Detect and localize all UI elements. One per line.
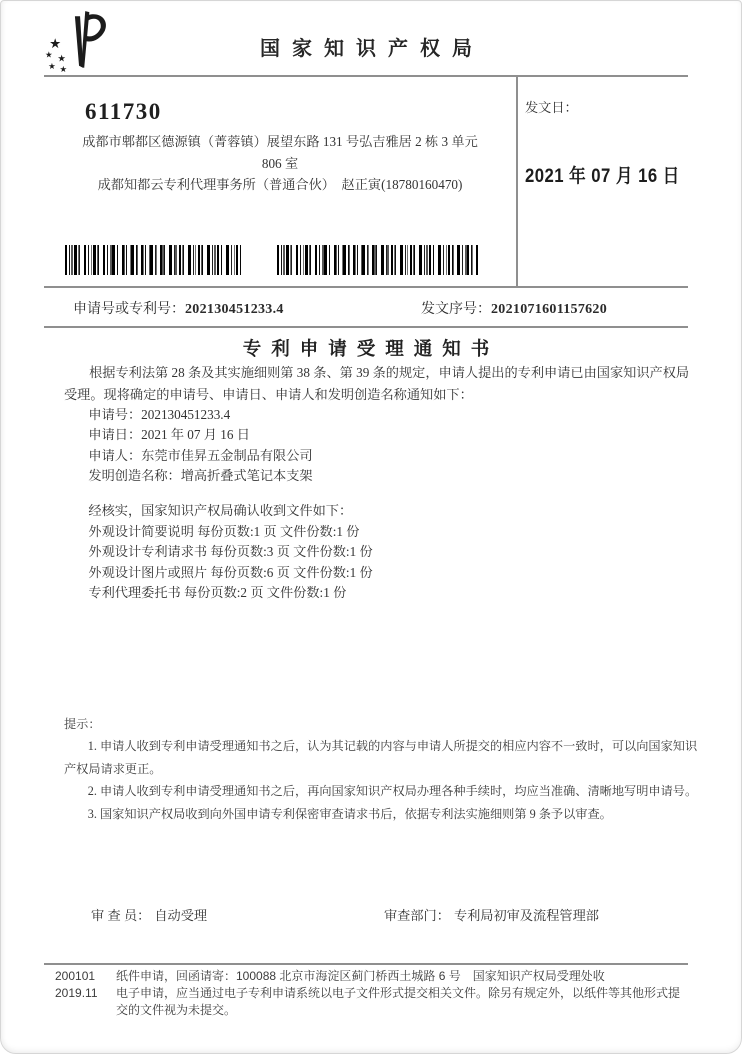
agency-title: 国家知识产权局 [260, 38, 484, 60]
tip-item: 1. 申请人收到专利申请受理通知书之后，认为其记载的内容与申请人所提交的相应内容不一致时，可以向国家知识产权局请求更正。 [64, 739, 698, 776]
column-divider [516, 75, 518, 288]
footer-divider [44, 963, 688, 965]
dispatch-date-label: 发文日： [525, 100, 578, 115]
field-application-number [64, 405, 701, 425]
footer-notes [116, 968, 690, 1019]
field-label: 发明创造名称： [88, 468, 181, 484]
field-value: 增高折叠式笔记本支架 [180, 468, 313, 484]
footer-form-date: 2019.11 [55, 986, 98, 1000]
logo-star: ★ [48, 61, 56, 71]
divider [44, 326, 688, 328]
tip-item: 3. 国家知识产权局收到向外国申请专利保密审查请求书后，依据专利法实施细则第 9 条予以审查。 [87, 806, 612, 821]
serial-number-value: 2021071601157620 [491, 302, 608, 317]
field-value: 2021 年 07 月 16 日 [141, 427, 250, 443]
mailing-agent-line: 成都知都云专利代理事务所（普通合伙） 赵正寅(18780160470) [97, 177, 463, 192]
field-label: 申请日： [88, 427, 142, 443]
tips-heading: 提示： [64, 717, 101, 731]
logo-star: ★ [57, 54, 66, 65]
footer-codes [55, 968, 98, 1002]
dispatch-date-value: 2021 年 07 月 16 日 [525, 166, 680, 187]
footer-paper-line: 纸件申请，回函请寄：100088 北京市海淀区蓟门桥西土城路 6 号 国家知识产权局受理处收 [116, 969, 605, 983]
field-label: 申请号： [88, 407, 142, 422]
department-row [384, 905, 599, 924]
examiner-label: 审 查 员： [91, 908, 151, 923]
received-document: 外观设计专利请求书 每份页数:3 页 文件份数:1 份 [88, 544, 373, 560]
notice-fields [64, 405, 701, 487]
application-number-row [73, 298, 284, 318]
received-intro: 经核实，国家知识产权局确认收到文件如下： [88, 503, 353, 518]
field-label: 申请人： [88, 447, 142, 463]
footer-e-filing-line: 电子申请，应当通过电子专利申请系统以电子文件形式提交相关文件。除另有规定外，以纸件等其他形式提交的文件视为未提交。 [116, 986, 681, 1017]
field-value: 东莞市佳昇五金制品有限公司 [141, 447, 313, 463]
tips-section [64, 713, 705, 825]
field-applicant [64, 446, 701, 466]
field-value: 202130451233.4 [141, 407, 231, 422]
received-documents-section [64, 501, 701, 604]
serial-number-row [421, 298, 607, 318]
mailing-address-line-2: 806 室 [261, 155, 299, 171]
application-number-label: 申请号或专利号： [73, 302, 185, 317]
divider [44, 286, 688, 288]
header-divider [44, 75, 688, 77]
mailing-address [44, 131, 516, 196]
logo-star: ★ [49, 36, 62, 52]
barcode-left [65, 245, 241, 275]
logo-star: ★ [45, 50, 53, 60]
serial-number-label: 发文序号： [421, 302, 491, 317]
mailing-code: 611730 [85, 99, 162, 124]
received-document: 外观设计图片或照片 每份页数:6 页 文件份数:1 份 [88, 564, 373, 580]
field-invention-title [64, 466, 701, 486]
department-value: 专利局初审及流程管理部 [453, 908, 599, 923]
field-filing-date [64, 425, 701, 445]
logo-star: ★ [59, 64, 67, 73]
mailing-address-line-1: 成都市郫都区德源镇（菁蓉镇）展望东路 131 号弘吉雅居 2 栋 3 单元 [82, 134, 478, 149]
application-number-value: 202130451233.4 [185, 302, 284, 317]
received-document: 外观设计简要说明 每份页数:1 页 文件份数:1 份 [88, 523, 360, 539]
examiner-value: 自动受理 [154, 908, 208, 923]
notice-title: 专利申请受理通知书 [242, 338, 500, 359]
barcode-right [277, 245, 478, 275]
footer-form-code: 200101 [55, 969, 96, 983]
notice-intro-paragraph: 根据专利法第 28 条及其实施细则第 38 条、第 39 条的规定，申请人提出的专利申请已由国家知识产权局受理。现将确定的申请号、申请日、申请人和发明创造名称通知如下： [64, 365, 690, 402]
tip-item: 2. 申请人收到专利申请受理通知书之后，再向国家知识产权局办理各种手续时，均应当准确、清晰地写明申请号。 [87, 784, 698, 799]
department-label: 审查部门： [384, 908, 450, 923]
received-document: 专利代理委托书 每份页数:2 页 文件份数:1 份 [88, 585, 347, 601]
examiner-row [91, 905, 207, 924]
